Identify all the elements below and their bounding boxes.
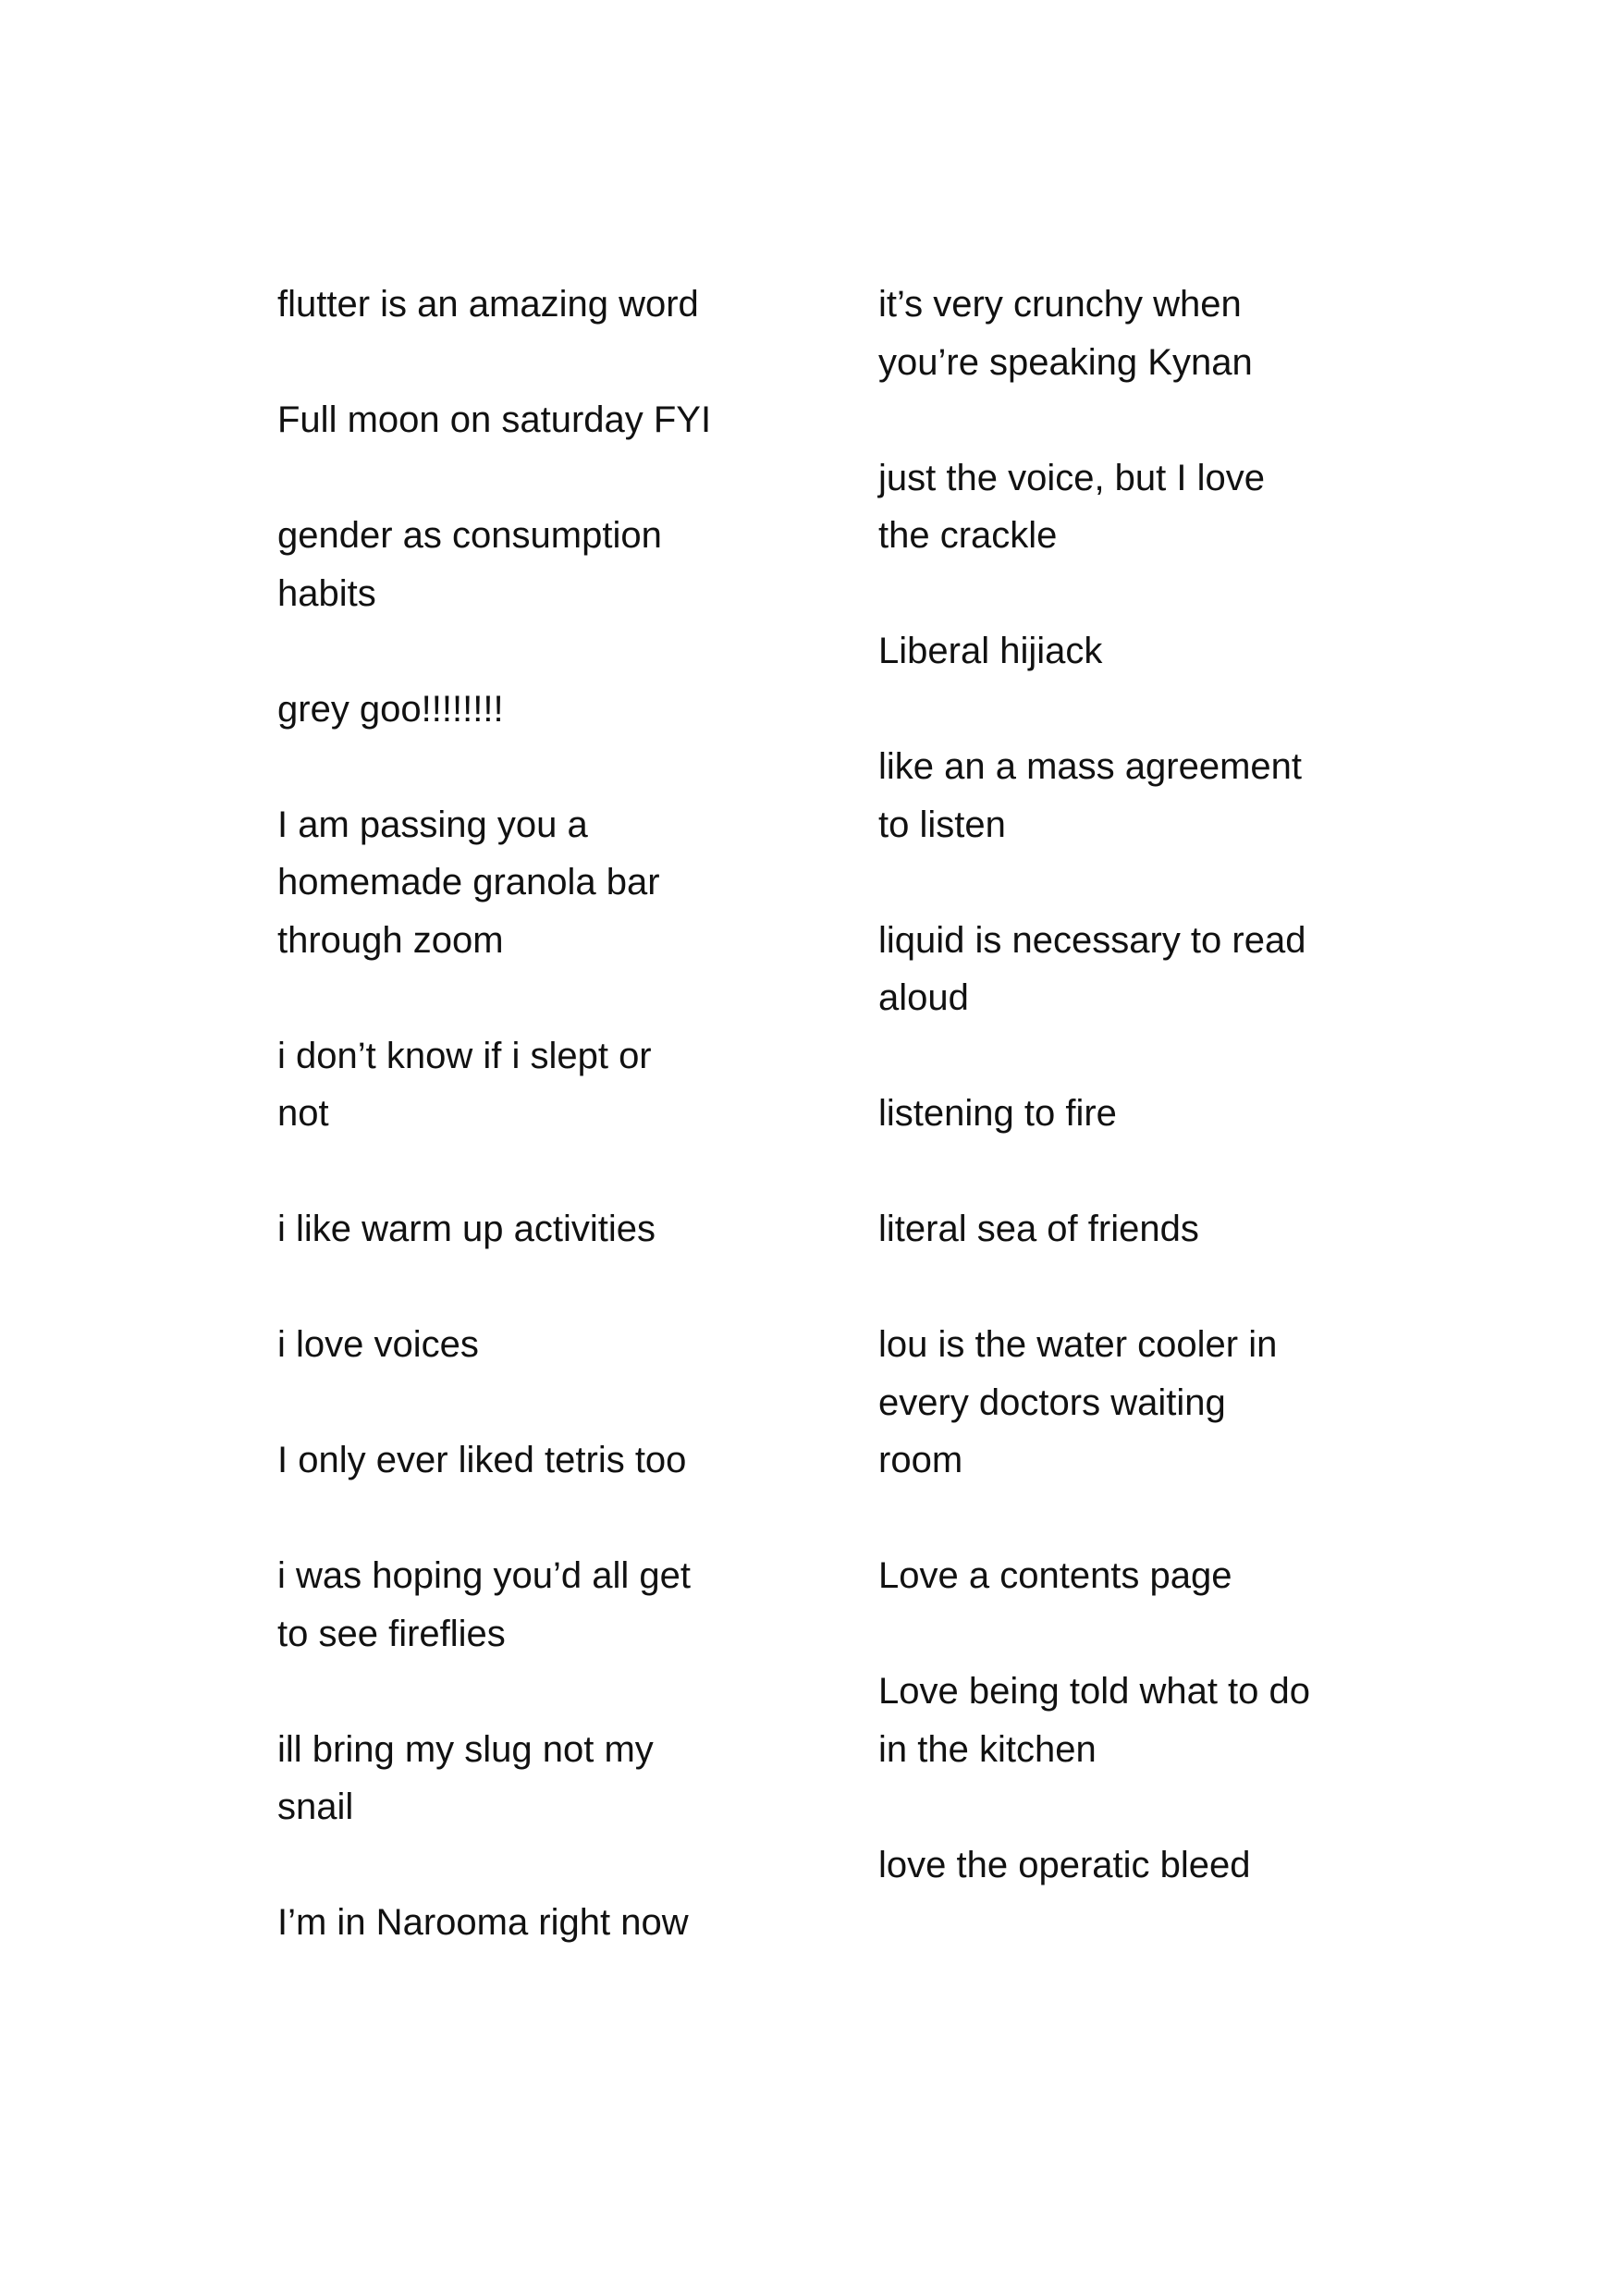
list-item: just the voice, but I love the crackle <box>878 457 1266 556</box>
left-column <box>277 276 795 2009</box>
list-item: gender as consumption habits <box>277 515 662 614</box>
right-column <box>878 276 1396 1952</box>
list-item: love the operatic bleed <box>878 1844 1251 1885</box>
list-item: Full moon on saturday FYI <box>277 399 712 440</box>
list-item: I’m in Narooma right now <box>277 1902 689 1943</box>
list-item: i was hoping you’d all get to see fireflies <box>277 1555 691 1654</box>
list-item: i love voices <box>277 1324 479 1365</box>
list-item: listening to fire <box>878 1093 1117 1134</box>
list-item: liquid is necessary to read aloud <box>878 919 1306 1018</box>
list-item: lou is the water cooler in every doctors waiting room <box>878 1324 1278 1480</box>
list-item: i don’t know if i slept or not <box>277 1035 652 1134</box>
list-item: I am passing you a homemade granola bar through zoom <box>277 804 660 961</box>
list-item: grey goo!!!!!!!! <box>277 688 504 730</box>
list-item: I only ever liked tetris too <box>277 1440 687 1480</box>
list-item: flutter is an amazing word <box>277 284 699 325</box>
list-item: Love a contents page <box>878 1555 1232 1596</box>
list-item: i like warm up activities <box>277 1209 656 1249</box>
list-item: literal sea of friends <box>878 1209 1199 1249</box>
list-item: ill bring my slug not my snail <box>277 1728 654 1827</box>
list-item: it’s very crunchy when you’re speaking Kynan <box>878 284 1253 383</box>
list-item: Love being told what to do in the kitchen <box>878 1671 1311 1770</box>
list-item: like an a mass agreement to listen <box>878 746 1303 845</box>
list-item: Liberal hijiack <box>878 631 1103 671</box>
